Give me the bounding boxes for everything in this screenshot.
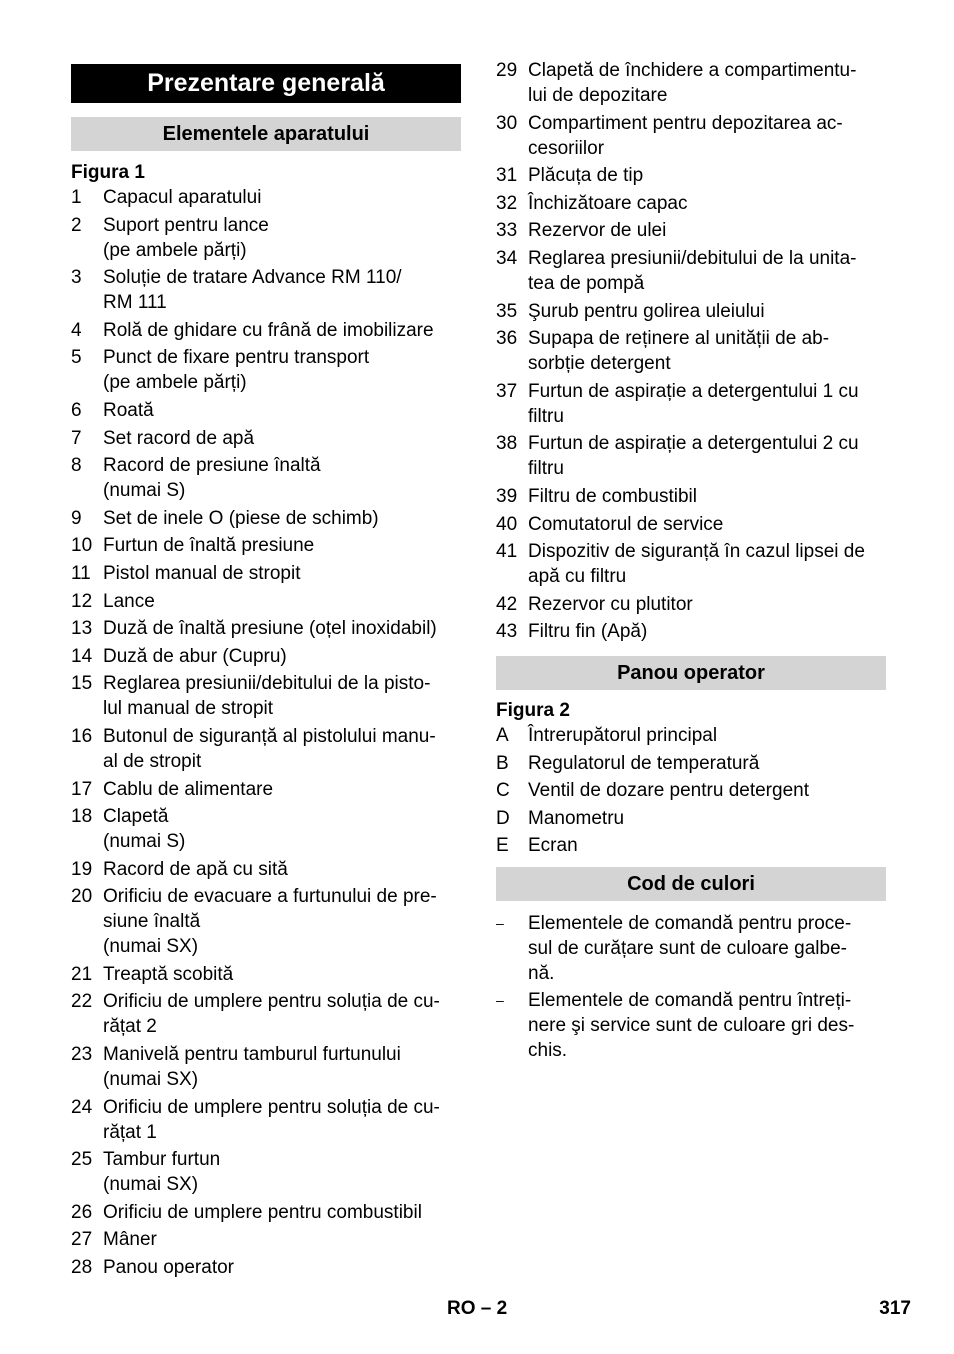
item-number: D — [496, 807, 510, 829]
item-text-line: Cablu de alimentare — [103, 778, 274, 800]
item-text-line: Rezervor cu plutitor — [528, 593, 693, 615]
left-column — [71, 56, 461, 1283]
list-item — [71, 265, 461, 315]
item-text — [103, 989, 461, 1039]
item-text-line: Elementele de comandă pentru întreți- — [528, 989, 852, 1011]
list-item — [71, 185, 461, 210]
item-number: 42 — [496, 593, 518, 615]
item-text-line: (pe ambele părți) — [103, 372, 247, 394]
item-text — [103, 426, 461, 451]
item-text — [103, 398, 461, 423]
item-text-line: Mâner — [103, 1229, 157, 1251]
item-text-line: Ecran — [528, 835, 578, 857]
list-item — [496, 911, 886, 986]
item-number: 20 — [71, 886, 93, 908]
item-number: 18 — [71, 806, 93, 828]
item-number: A — [496, 724, 509, 746]
list-item — [71, 857, 461, 882]
item-text-line: Set racord de apă — [103, 427, 255, 449]
item-text-line: lul manual de stropit — [103, 698, 274, 720]
item-text-line: Orificiu de umplere pentru soluția de cu- — [103, 991, 440, 1013]
item-text-line: (pe ambele părți) — [103, 239, 247, 261]
item-number: 6 — [71, 399, 82, 421]
item-text — [528, 911, 886, 986]
item-text-line: Manometru — [528, 807, 625, 829]
item-text-line: Duză de înaltă presiune (oțel inoxidabil) — [103, 618, 437, 640]
item-number: 37 — [496, 380, 518, 402]
list-item — [71, 644, 461, 669]
item-text-line: Închizătoare capac — [528, 192, 688, 214]
item-text-line: Furtun de înaltă presiune — [103, 535, 315, 557]
item-text-line: nă. — [528, 962, 555, 984]
item-text-line: RM 111 — [103, 292, 167, 314]
item-text — [103, 1147, 461, 1197]
item-number: 27 — [71, 1229, 93, 1251]
item-text-line: al de stropit — [103, 750, 202, 772]
item-number: 19 — [71, 858, 93, 880]
list-item — [71, 1200, 461, 1225]
item-text — [528, 592, 886, 617]
item-text — [103, 884, 461, 959]
item-number: 22 — [71, 991, 93, 1013]
item-text — [528, 723, 886, 748]
item-number: 10 — [71, 535, 93, 557]
item-number: 31 — [496, 165, 518, 187]
figure-label-1: Figura 1 — [71, 162, 145, 183]
item-text-line: sorbție detergent — [528, 353, 671, 375]
item-text-line: Ventil de dozare pentru detergent — [528, 780, 809, 802]
list-item — [71, 804, 461, 854]
item-text-line: Plăcuța de tip — [528, 165, 644, 187]
item-text — [528, 833, 886, 858]
section-heading-device-elements: Elementele aparatului — [71, 117, 461, 151]
item-text-line: (numai S) — [103, 480, 186, 502]
list-item — [71, 345, 461, 395]
item-text — [103, 804, 461, 854]
item-number: 15 — [71, 673, 93, 695]
item-number: 4 — [71, 319, 82, 341]
item-text — [103, 644, 461, 669]
list-item — [71, 318, 461, 343]
right-column — [496, 58, 886, 1065]
item-text-line: Reglarea presiunii/debitului de la unita- — [528, 247, 857, 269]
item-text-line: siune înaltă — [103, 911, 201, 933]
item-number: 26 — [71, 1201, 93, 1223]
item-text-line: sul de curățare sunt de culoare galbe- — [528, 937, 847, 959]
list-item — [496, 833, 886, 858]
list-item — [496, 191, 886, 216]
list-item — [496, 539, 886, 589]
item-number: 11 — [71, 562, 91, 584]
item-text-line: (numai S) — [103, 831, 186, 853]
item-number: 3 — [71, 267, 82, 289]
item-text-line: tea de pompă — [528, 272, 645, 294]
item-text-line: Furtun de aspirație a detergentului 1 cu — [528, 380, 859, 402]
item-text — [528, 806, 886, 831]
item-text — [103, 1042, 461, 1092]
item-text — [103, 533, 461, 558]
item-text-line: Clapetă de închidere a compartimentu- — [528, 60, 857, 81]
list-item — [496, 723, 886, 748]
item-text-line: nere şi service sunt de culoare gri des- — [528, 1014, 855, 1036]
item-text — [103, 857, 461, 882]
item-text-line: Supapa de reținere al unității de ab- — [528, 328, 830, 350]
item-text-line: Pistol manual de stropit — [103, 562, 301, 584]
list-item — [71, 533, 461, 558]
item-text-line: Filtru de combustibil — [528, 485, 697, 507]
item-text — [528, 778, 886, 803]
item-number: 40 — [496, 513, 518, 535]
item-text — [528, 299, 886, 324]
list-item — [496, 484, 886, 509]
item-text — [103, 1255, 461, 1280]
item-text-line: Lance — [103, 590, 155, 612]
item-text — [528, 484, 886, 509]
list-item — [496, 379, 886, 429]
list-item — [71, 671, 461, 721]
list-item — [496, 58, 886, 108]
item-text — [528, 163, 886, 188]
item-text — [103, 561, 461, 586]
list-item — [71, 589, 461, 614]
item-number: E — [496, 835, 509, 857]
item-number: 39 — [496, 485, 518, 507]
item-text-line: Elementele de comandă pentru proce- — [528, 912, 852, 934]
item-number: 13 — [71, 618, 93, 640]
item-text-line: chis. — [528, 1039, 568, 1061]
item-number: 28 — [71, 1257, 93, 1279]
item-text-line: apă cu filtru — [528, 566, 627, 588]
item-number: 21 — [71, 963, 93, 985]
item-number: 7 — [71, 427, 82, 449]
list-item — [71, 506, 461, 531]
item-text — [103, 724, 461, 774]
item-text — [103, 1095, 461, 1145]
item-text — [528, 619, 886, 644]
item-text — [528, 58, 886, 108]
item-text-line: Racord de apă cu sită — [103, 858, 288, 880]
item-text-line: Clapetă — [103, 806, 169, 828]
list-item — [496, 806, 886, 831]
figure-label-2: Figura 2 — [496, 699, 570, 721]
item-text-line: Duză de abur (Cupru) — [103, 645, 287, 667]
list-item — [71, 1042, 461, 1092]
list-item — [71, 616, 461, 641]
item-text — [103, 777, 461, 802]
item-number: – — [496, 914, 504, 931]
item-text-line: filtru — [528, 458, 564, 480]
item-text-line: Soluție de tratare Advance RM 110/ — [103, 267, 402, 289]
item-text — [103, 318, 461, 343]
item-number: 14 — [71, 645, 93, 667]
item-text-line: Butonul de siguranță al pistolului manu- — [103, 725, 436, 747]
list-item — [71, 213, 461, 263]
operator-panel-list — [496, 723, 886, 861]
footer-language-code: RO – 2 — [447, 1298, 508, 1319]
item-number: 2 — [71, 214, 82, 236]
item-text-line: Panou operator — [103, 1257, 234, 1279]
list-item — [496, 326, 886, 376]
item-text — [528, 326, 886, 376]
item-number: 33 — [496, 220, 518, 242]
item-text-line: Dispozitiv de siguranță în cazul lipsei de — [528, 541, 865, 563]
item-number: – — [496, 991, 504, 1008]
item-text — [528, 218, 886, 243]
item-text — [103, 345, 461, 395]
item-text-line: Suport pentru lance — [103, 214, 269, 236]
item-text — [528, 539, 886, 589]
list-item — [496, 988, 886, 1063]
item-text-line: Roată — [103, 399, 154, 421]
item-text-line: Orificiu de umplere pentru soluția de cu- — [103, 1096, 440, 1118]
item-text-line: Orificiu de evacuare a furtunului de pre- — [103, 886, 437, 908]
item-text-line: Punct de fixare pentru transport — [103, 347, 370, 369]
item-text — [528, 988, 886, 1063]
list-item — [71, 724, 461, 774]
item-number: 23 — [71, 1044, 93, 1066]
item-number: 29 — [496, 60, 518, 81]
item-text-line: Furtun de aspirație a detergentului 2 cu — [528, 433, 859, 455]
item-text-line: Rolă de ghidare cu frână de imobilizare — [103, 319, 434, 341]
item-text — [528, 246, 886, 296]
item-number: 5 — [71, 347, 82, 369]
list-item — [71, 777, 461, 802]
item-text — [103, 1227, 461, 1252]
device-elements-list-right — [496, 58, 886, 647]
item-number: C — [496, 780, 510, 802]
list-item — [71, 398, 461, 423]
list-item — [496, 512, 886, 537]
item-number: 16 — [71, 725, 93, 747]
item-text-line: rățat 2 — [103, 1016, 157, 1038]
list-item — [496, 431, 886, 481]
item-number: 8 — [71, 455, 82, 477]
item-number: 35 — [496, 300, 518, 322]
item-text — [103, 616, 461, 641]
item-number: 34 — [496, 247, 518, 269]
list-item — [496, 619, 886, 644]
list-item — [71, 1227, 461, 1252]
item-number: 38 — [496, 433, 518, 455]
page-number: 317 — [879, 1298, 911, 1319]
item-text — [528, 379, 886, 429]
list-item — [496, 218, 886, 243]
item-text-line: filtru — [528, 405, 564, 427]
item-text-line: Racord de presiune înaltă — [103, 455, 321, 477]
item-text-line: lui de depozitare — [528, 85, 668, 106]
list-item — [496, 246, 886, 296]
item-text — [528, 512, 886, 537]
list-item — [71, 962, 461, 987]
device-elements-list-left — [71, 185, 461, 1283]
item-text — [103, 453, 461, 503]
section-heading-color-code: Cod de culori — [496, 867, 886, 901]
item-number: 32 — [496, 192, 518, 214]
item-number: 17 — [71, 778, 93, 800]
list-item — [496, 592, 886, 617]
item-text — [103, 1200, 461, 1225]
item-number: 25 — [71, 1149, 93, 1171]
item-text-line: Capacul aparatului — [103, 187, 262, 208]
section-heading-operator-panel: Panou operator — [496, 656, 886, 690]
item-text-line: cesoriilor — [528, 137, 605, 159]
item-text — [528, 751, 886, 776]
item-text — [528, 111, 886, 161]
item-text — [103, 213, 461, 263]
item-text-line: (numai SX) — [103, 1069, 199, 1091]
item-text-line: (numai SX) — [103, 1174, 199, 1196]
item-text — [103, 265, 461, 315]
item-text-line: (numai SX) — [103, 936, 199, 958]
item-text-line: Compartiment pentru depozitarea ac- — [528, 112, 843, 134]
list-item — [71, 989, 461, 1039]
item-text-line: Manivelă pentru tamburul furtunului — [103, 1044, 401, 1066]
item-text-line: Comutatorul de service — [528, 513, 724, 535]
item-text-line: Set de inele O (piese de schimb) — [103, 507, 379, 529]
item-text-line: Treaptă scobită — [103, 963, 234, 985]
list-item — [71, 453, 461, 503]
item-number: 41 — [496, 541, 518, 563]
item-text-line: Tambur furtun — [103, 1149, 221, 1171]
item-number: 12 — [71, 590, 93, 612]
item-text — [528, 431, 886, 481]
item-text-line: Regulatorul de temperatură — [528, 752, 760, 774]
item-text-line: Întrerupătorul principal — [528, 724, 718, 746]
item-number: 43 — [496, 621, 518, 643]
item-text — [103, 185, 461, 210]
item-number: B — [496, 752, 509, 774]
item-text — [103, 962, 461, 987]
item-text — [103, 506, 461, 531]
item-text — [103, 589, 461, 614]
item-text-line: Şurub pentru golirea uleiului — [528, 300, 765, 322]
item-text — [103, 671, 461, 721]
item-number: 24 — [71, 1096, 93, 1118]
item-text-line: Reglarea presiunii/debitului de la pisto- — [103, 673, 431, 695]
item-text — [528, 191, 886, 216]
item-text-line: rățat 1 — [103, 1121, 157, 1143]
item-number: 36 — [496, 328, 518, 350]
list-item — [71, 1147, 461, 1197]
color-code-list — [496, 911, 886, 1063]
item-number: 30 — [496, 112, 518, 134]
list-item — [496, 751, 886, 776]
list-item — [71, 1095, 461, 1145]
list-item — [496, 111, 886, 161]
item-number: 1 — [71, 187, 82, 208]
list-item — [496, 778, 886, 803]
list-item — [496, 163, 886, 188]
item-text-line: Orificiu de umplere pentru combustibil — [103, 1201, 422, 1223]
item-text-line: Filtru fin (Apă) — [528, 621, 648, 643]
list-item — [71, 1255, 461, 1280]
item-number: 9 — [71, 507, 82, 529]
page-title: Prezentare generală — [71, 64, 461, 103]
list-item — [71, 561, 461, 586]
list-item — [496, 299, 886, 324]
list-item — [71, 426, 461, 451]
item-text-line: Rezervor de ulei — [528, 220, 667, 242]
list-item — [71, 884, 461, 959]
